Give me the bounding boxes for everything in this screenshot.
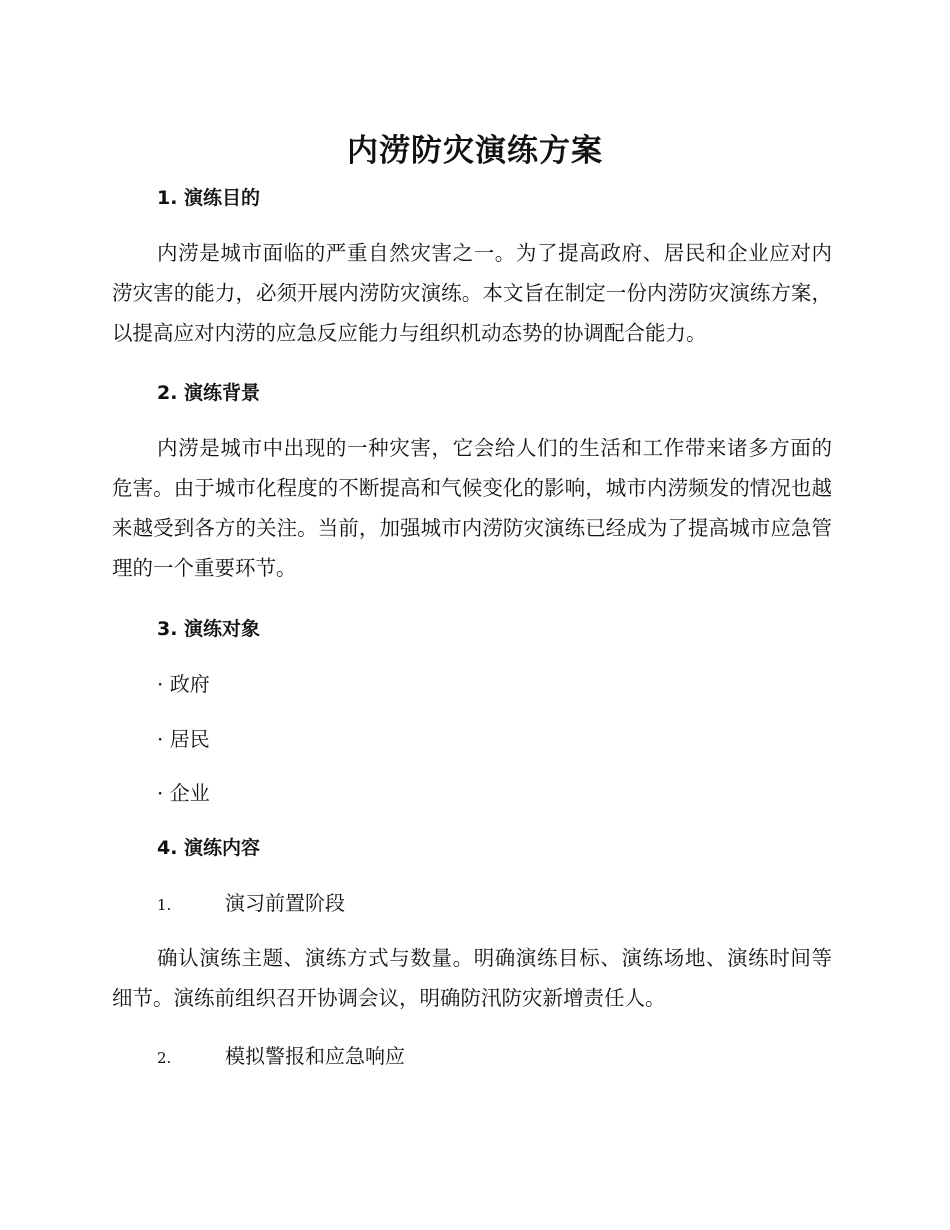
item-paragraph-pre-stage: 确认演练主题、演练方式与数量。明确演练目标、演练场地、演练时间等细节。演练前组织召开协调会议，明确防汛防灾新增责任人。 bbox=[112, 946, 832, 1010]
item-number: 2. bbox=[157, 1049, 172, 1067]
item-number: 1. bbox=[157, 896, 172, 914]
numbered-item-alarm-response bbox=[157, 1042, 405, 1072]
bullet-item-government: · 政府 bbox=[157, 672, 210, 696]
section-heading-content: 4. 演练内容 bbox=[157, 837, 261, 859]
section-paragraph-background: 内涝是城市中出现的一种灾害，它会给人们的生活和工作带来诸多方面的危害。由于城市化程度的不断提高和气候变化的影响，城市内涝频发的情况也越来越受到各方的关注。当前，加强城市内涝防灾演练已经成为了提高城市应急管理的一个重要环节。 bbox=[112, 436, 832, 580]
bullet-item-enterprises: · 企业 bbox=[157, 781, 210, 805]
section-heading-participants: 3. 演练对象 bbox=[157, 618, 261, 640]
section-paragraph-purpose: 内涝是城市面临的严重自然灾害之一。为了提高政府、居民和企业应对内涝灾害的能力，必须开展内涝防灾演练。本文旨在制定一份内涝防灾演练方案，以提高应对内涝的应急反应能力与组织机动态势的协调配合能力。 bbox=[112, 241, 832, 345]
section-heading-background: 2. 演练背景 bbox=[157, 382, 261, 404]
bullet-item-residents: · 居民 bbox=[157, 727, 210, 751]
numbered-item-pre-stage bbox=[157, 889, 345, 919]
item-label: 演习前置阶段 bbox=[225, 891, 345, 915]
document-title: 内涝防灾演练方案 bbox=[347, 133, 603, 169]
item-label: 模拟警报和应急响应 bbox=[225, 1044, 405, 1068]
section-heading-purpose: 1. 演练目的 bbox=[157, 187, 261, 209]
